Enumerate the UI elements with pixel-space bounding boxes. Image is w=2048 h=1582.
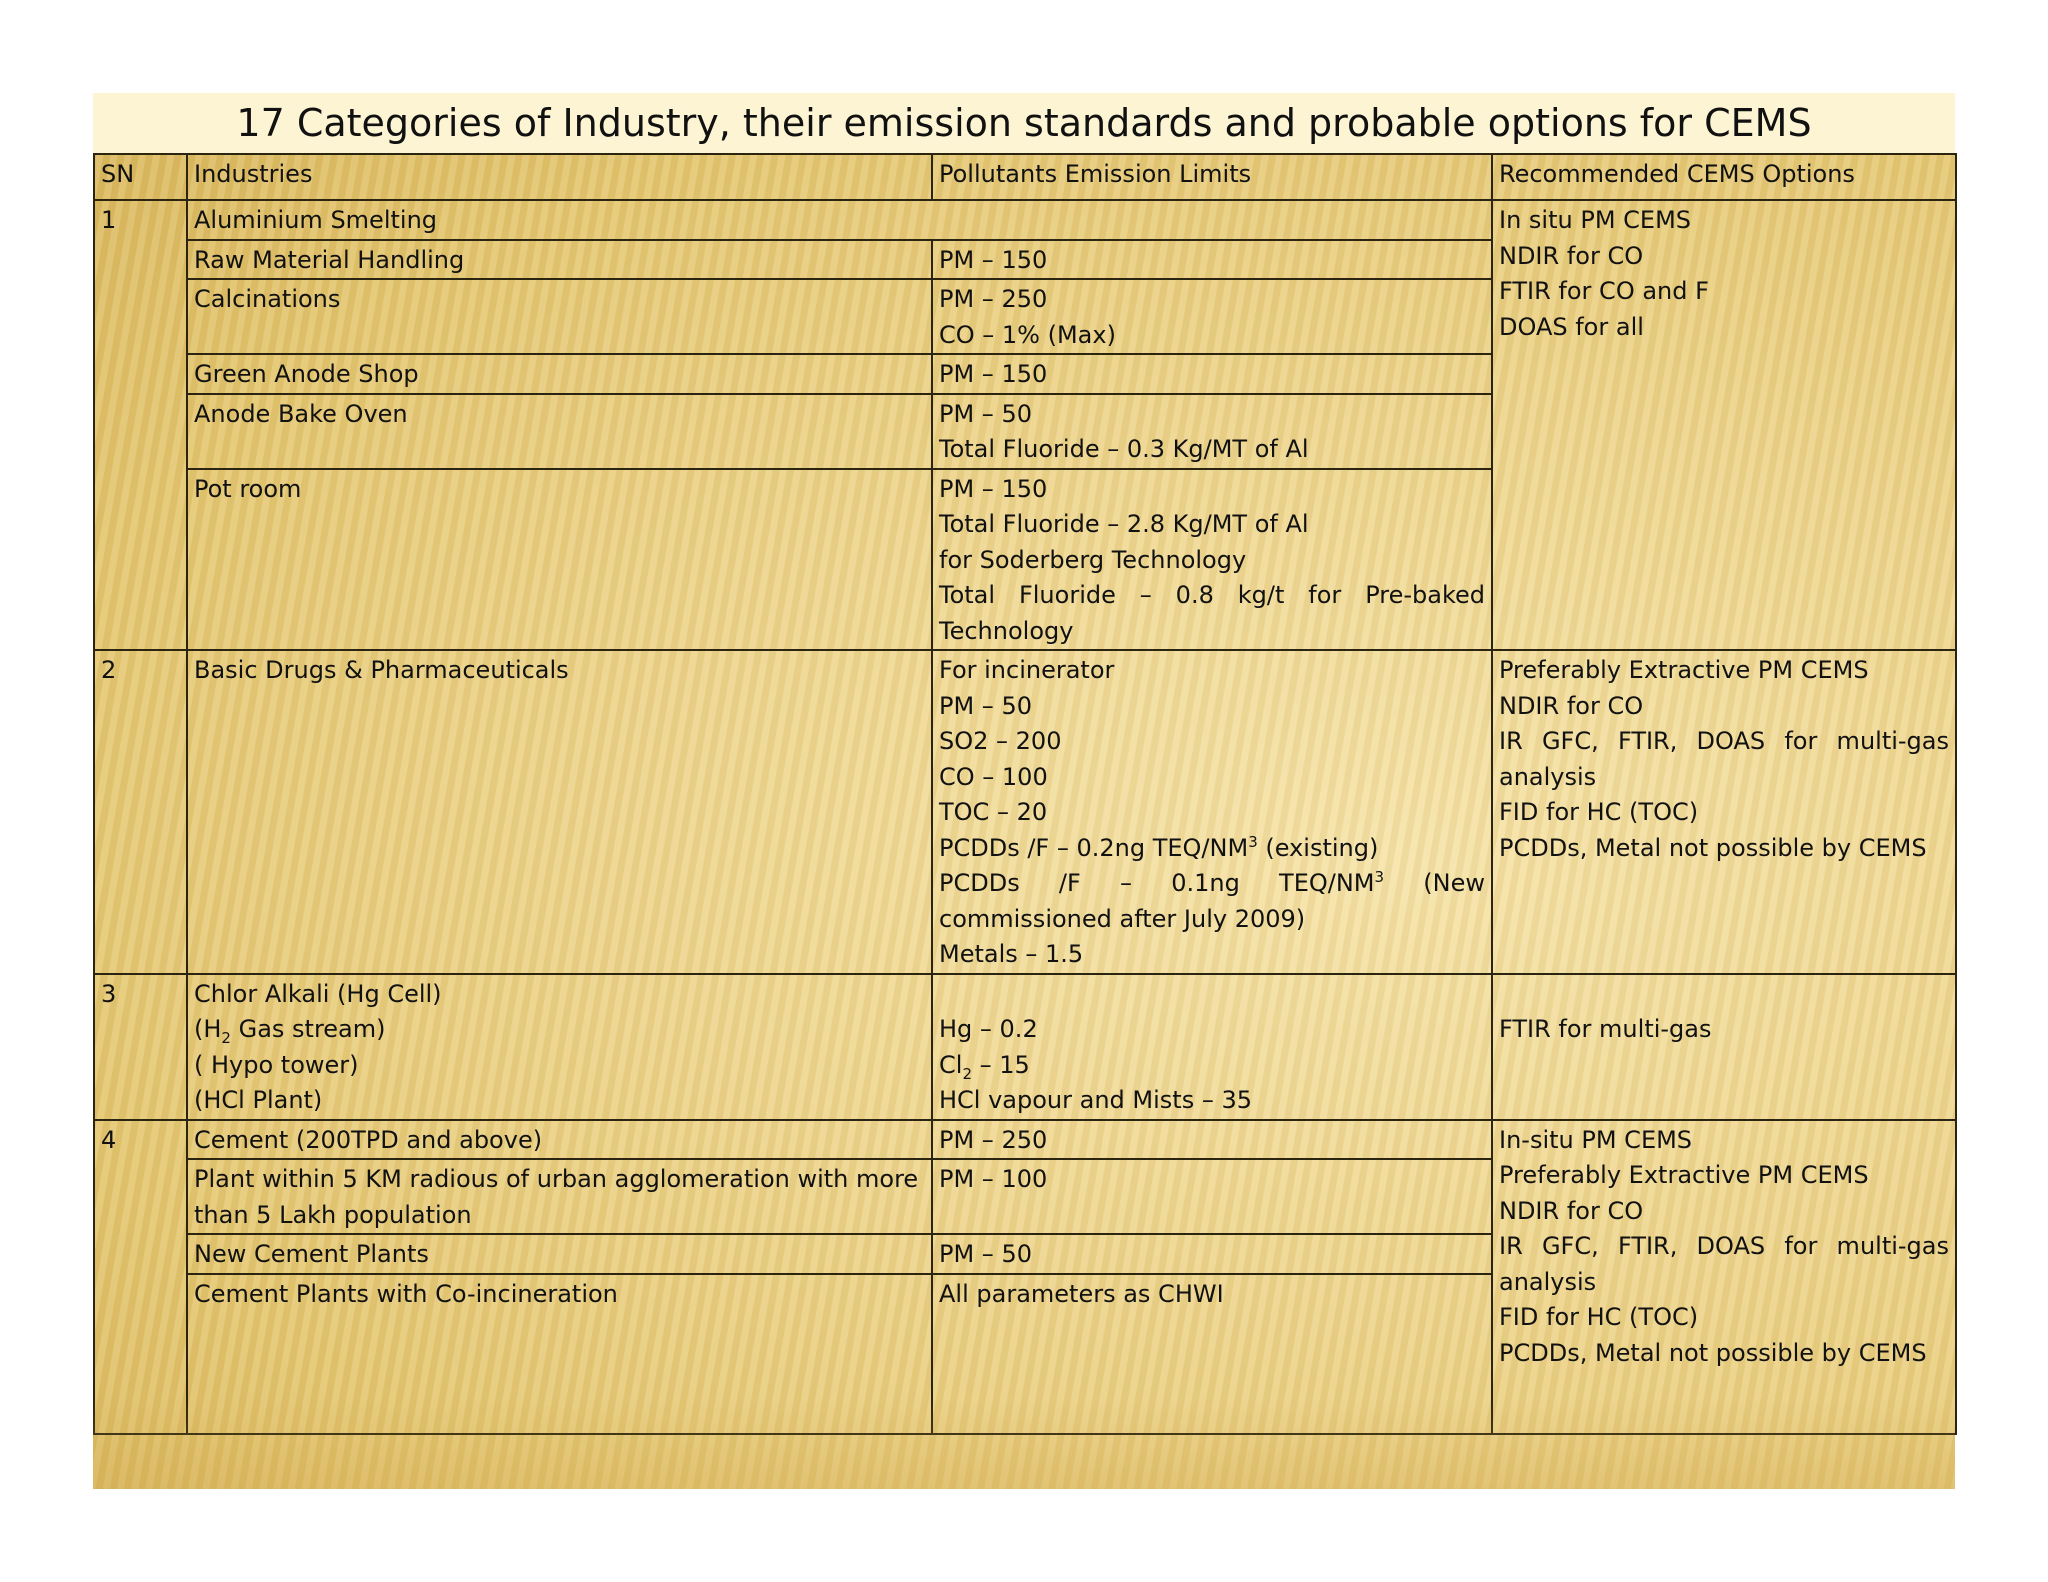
cems-line: PCDDs, Metal not possible by CEMS [1499, 833, 1927, 862]
limit-text: – 15 [971, 1050, 1030, 1079]
header-cems: Recommended CEMS Options [1492, 154, 1956, 200]
superscript: 3 [1248, 832, 1258, 851]
sn-cell: 4 [94, 1120, 187, 1434]
cems-line: FTIR for multi-gas [1499, 1015, 1712, 1043]
limits-cell [932, 394, 1492, 469]
sn-cell: 1 [94, 200, 187, 650]
limits-cell: PM – 50 [932, 1234, 1492, 1274]
limit-line [939, 866, 1485, 937]
industry-cell: Calcinations [187, 279, 932, 354]
limit-line: Metals – 1.5 [939, 940, 1084, 968]
cems-line: NDIR for CO [1499, 1196, 1644, 1225]
limit-line [939, 831, 1485, 867]
limit-line: PM – 150 [939, 245, 1048, 274]
subscript: 2 [221, 1028, 231, 1047]
industry-cell: New Cement Plants [187, 1234, 932, 1274]
cems-cell [1492, 974, 1956, 1120]
limit-line [939, 977, 1485, 1013]
cems-line: PCDDs, Metal not possible by CEMS [1499, 1338, 1927, 1367]
header-limits: Pollutants Emission Limits [932, 154, 1492, 200]
cems-line: IR GFC, FTIR, DOAS for multi-gas analysis [1499, 727, 1949, 791]
limit-line: CO – 1% (Max) [939, 320, 1116, 349]
limit-line: CO – 100 [939, 762, 1048, 791]
limit-line: Total Fluoride – 0.8 kg/t for Pre-baked Technology [939, 581, 1485, 645]
cems-line: NDIR for CO [1499, 691, 1644, 720]
cems-line: DOAS for all [1499, 312, 1644, 341]
limits-cell: PM – 250 [932, 1120, 1492, 1160]
limit-line: PM – 150 [939, 474, 1048, 503]
industry-cell: Basic Drugs & Pharmaceuticals [187, 650, 932, 974]
subscript: 2 [962, 1064, 972, 1083]
table-row [94, 650, 1956, 974]
limit-line: PM – 250 [939, 285, 1048, 313]
industry-text: (H [194, 1015, 222, 1043]
limits-cell [932, 650, 1492, 974]
cems-line: Preferably Extractive PM CEMS [1499, 1161, 1869, 1189]
cems-line: In-situ PM CEMS [1499, 1125, 1693, 1154]
limit-line: Total Fluoride – 0.3 Kg/MT of Al [939, 435, 1309, 463]
cems-cell [1492, 650, 1956, 974]
slide-footer-band [93, 1398, 1955, 1489]
limits-cell [932, 469, 1492, 651]
industry-line: ( Hypo tower) [194, 1050, 359, 1079]
limit-line: Hg – 0.2 [939, 1015, 1038, 1043]
industry-cell: Green Anode Shop [187, 354, 932, 394]
limit-text: Cl [939, 1050, 963, 1079]
limit-line: TOC – 20 [939, 798, 1048, 826]
industry-line [194, 1012, 925, 1048]
cems-line: Preferably Extractive PM CEMS [1499, 656, 1869, 684]
industry-cell: Anode Bake Oven [187, 394, 932, 469]
limit-line: For incinerator [939, 656, 1115, 684]
cems-line [1499, 977, 1949, 1013]
cems-line: FID for HC (TOC) [1499, 1303, 1699, 1331]
industry-line: Chlor Alkali (Hg Cell) [194, 979, 442, 1008]
limit-line: PM – 50 [939, 399, 1032, 428]
cems-cell [1492, 200, 1956, 650]
limit-line [939, 1048, 1485, 1084]
limit-line: PM – 50 [939, 691, 1032, 720]
industry-cell: Plant within 5 KM radious of urban agglomeration with more than 5 Lakh population [187, 1159, 932, 1234]
header-industries: Industries [187, 154, 932, 200]
sn-cell: 3 [94, 974, 187, 1120]
table-header-row [94, 154, 1956, 200]
limit-line: HCl vapour and Mists – 35 [939, 1086, 1253, 1114]
cems-line: NDIR for CO [1499, 241, 1644, 270]
industry-text: Gas stream) [230, 1015, 386, 1043]
cems-line: FID for HC (TOC) [1499, 798, 1699, 826]
industry-cell: Raw Material Handling [187, 240, 932, 280]
limit-line: Total Fluoride – 2.8 Kg/MT of Al [939, 510, 1309, 538]
limits-cell [932, 279, 1492, 354]
limits-cell [932, 354, 1492, 394]
industry-cell [187, 974, 932, 1120]
table-row [94, 1120, 1956, 1160]
limit-line: PM – 150 [939, 360, 1048, 388]
cems-line: IR GFC, FTIR, DOAS for multi-gas analysis [1499, 1232, 1949, 1296]
cems-cell [1492, 1120, 1956, 1434]
cems-line: In situ PM CEMS [1499, 206, 1692, 234]
emission-standards-table [93, 153, 1957, 1435]
industry-cell: Pot room [187, 469, 932, 651]
cems-line: FTIR for CO and F [1499, 277, 1709, 305]
limits-cell: All parameters as CHWI [932, 1274, 1492, 1434]
sn-cell: 2 [94, 650, 187, 974]
header-sn: SN [94, 154, 187, 200]
limits-cell [932, 240, 1492, 280]
slide [93, 93, 1955, 1489]
page-title: 17 Categories of Industry, their emission standards and probable options for CEMS [236, 101, 1812, 145]
limits-cell: PM – 100 [932, 1159, 1492, 1234]
limit-text: PCDDs /F – 0.2ng TEQ/NM [939, 833, 1249, 862]
limit-text: PCDDs /F – 0.1ng TEQ/NM [939, 869, 1375, 897]
limits-cell [932, 974, 1492, 1120]
industry-group-name: Aluminium Smelting [187, 200, 1492, 240]
limit-line: for Soderberg Technology [939, 545, 1247, 574]
industry-cell: Cement Plants with Co-incineration [187, 1274, 932, 1434]
limit-text: (New commissioned after July 2009) [939, 869, 1485, 933]
limit-line: SO2 – 200 [939, 727, 1062, 755]
industry-cell: Cement (200TPD and above) [187, 1120, 932, 1160]
table-row [94, 974, 1956, 1120]
industry-line: (HCl Plant) [194, 1086, 323, 1114]
table-row [94, 200, 1956, 240]
limit-text: (existing) [1257, 833, 1379, 862]
superscript: 3 [1374, 868, 1385, 886]
